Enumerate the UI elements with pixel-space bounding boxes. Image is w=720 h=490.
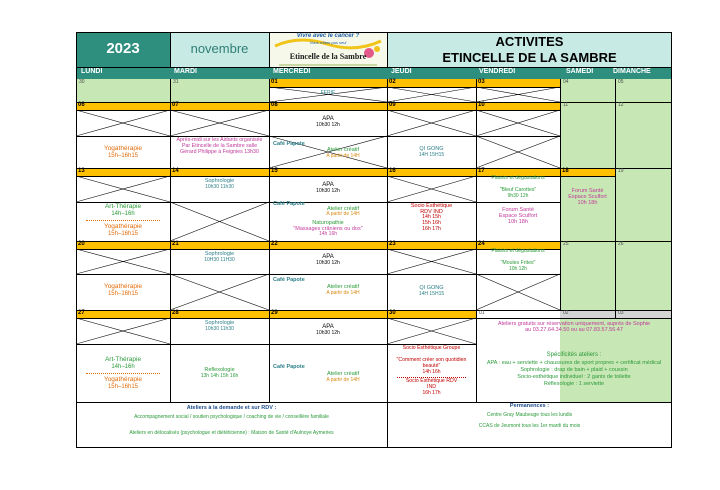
date-cell bbox=[76, 241, 170, 249]
logo-line3: Etincelle de la Sambre bbox=[289, 52, 367, 61]
yoga-time: 15h–16h15 bbox=[107, 153, 139, 159]
creatif-title: Atelier créatif bbox=[326, 284, 360, 290]
calendar bbox=[76, 32, 672, 448]
date-number: 29 bbox=[271, 310, 278, 316]
plaisirs1-time: 9h30 12h bbox=[507, 193, 529, 199]
event-art-therapie bbox=[76, 202, 170, 241]
event-aidants bbox=[170, 136, 269, 168]
plaisirs1-title: Plaisirs et dégustations bbox=[491, 175, 545, 181]
date-number: 16 bbox=[389, 168, 396, 174]
apa-time: 10h30 12h bbox=[316, 122, 340, 128]
date-number: 08 bbox=[271, 102, 278, 108]
art-title: Art-Thérapie bbox=[104, 356, 142, 363]
plaisirs2-title: Plaisirs et dégustations bbox=[491, 248, 545, 254]
forum-fri-text: Forum Santé Espace Sculfort 10h 18h bbox=[498, 207, 538, 226]
event-reflexologie bbox=[170, 344, 269, 402]
event-socio-esthetique bbox=[387, 202, 476, 241]
year: 2023 bbox=[106, 40, 140, 57]
socio-rdv: RDV IND bbox=[420, 209, 443, 215]
grid-v bbox=[615, 79, 616, 310]
date-cell bbox=[170, 79, 269, 87]
title-line2: ETINCELLE DE LA SAMBRE bbox=[442, 50, 617, 65]
footer-right-line1: Centre Gray Maubeuge tous les lundis bbox=[486, 412, 573, 418]
socio3-time: 16h 17h bbox=[422, 390, 441, 396]
event-sophrologie bbox=[170, 249, 269, 274]
grid-v bbox=[387, 32, 388, 67]
event-plaisirs-1 bbox=[476, 176, 560, 202]
date-number: 14 bbox=[172, 168, 179, 174]
event-cafe-papote bbox=[269, 274, 387, 310]
creatif-title: Atelier créatif bbox=[326, 206, 360, 212]
weekday-sun: DIMANCHE bbox=[613, 68, 651, 75]
event-plaisirs-2 bbox=[476, 249, 560, 274]
qigong-title: QI GONG bbox=[419, 146, 444, 152]
date-number: 25 bbox=[563, 241, 569, 247]
grid-v bbox=[170, 32, 171, 67]
footer-left-title: Ateliers à la demande et sur RDV : bbox=[186, 405, 277, 411]
event-yoga bbox=[76, 274, 170, 310]
creatif-time: A partir de 14H bbox=[326, 377, 360, 383]
date-number: 02 bbox=[563, 310, 569, 316]
event-ferie bbox=[269, 87, 387, 102]
logo-line1: Vivre avec le cancer ? bbox=[296, 33, 360, 39]
papote-title: Café Papote bbox=[273, 277, 305, 283]
date-number: 04 bbox=[563, 79, 569, 85]
apa-title: APA bbox=[322, 116, 334, 122]
creatif-time: A partir de 14H bbox=[326, 211, 360, 217]
title-line1: ACTIVITES bbox=[495, 34, 564, 49]
weekday-wed: MERCREDI bbox=[273, 68, 311, 75]
event-cafe-papote bbox=[269, 136, 387, 168]
event-sophrologie bbox=[170, 318, 269, 344]
creatif-time: A partir de 14H bbox=[326, 290, 360, 296]
date-number: 26 bbox=[618, 241, 624, 247]
date-cell bbox=[615, 79, 672, 87]
date-cell bbox=[387, 310, 476, 318]
date-cell bbox=[476, 310, 560, 318]
date-cell bbox=[387, 168, 476, 176]
yoga-time: 15h–16h15 bbox=[107, 384, 139, 390]
date-number: 30 bbox=[389, 310, 396, 316]
papote-title: Café Papote bbox=[273, 364, 305, 370]
yoga-title: Yogathérapie bbox=[103, 376, 143, 383]
date-cell bbox=[387, 79, 476, 87]
date-cell bbox=[387, 102, 476, 110]
qigong-title: QI GONG bbox=[419, 285, 444, 291]
date-number: 19 bbox=[618, 168, 624, 174]
date-number: 10 bbox=[478, 102, 485, 108]
footer-left-line2: Ateliers en délocalisés (psychologue et diététicienne) : Maison de Santé d'Aulnoye Aymeries bbox=[129, 430, 334, 436]
grid-h bbox=[76, 67, 672, 68]
weekday-thu: JEUDI bbox=[391, 68, 412, 75]
date-number: 15 bbox=[271, 168, 278, 174]
sophro-time: 10h30 11h30 bbox=[205, 184, 234, 190]
date-cell bbox=[269, 79, 387, 87]
yoga-time: 15h–16h15 bbox=[107, 231, 139, 237]
date-cell bbox=[170, 241, 269, 249]
event-apa bbox=[269, 110, 387, 136]
event-sophrologie bbox=[170, 176, 269, 202]
date-cell bbox=[269, 102, 387, 110]
date-cell bbox=[560, 241, 615, 249]
event-apa bbox=[269, 318, 387, 344]
date-number: 24 bbox=[478, 241, 485, 247]
date-number: 31 bbox=[173, 79, 179, 85]
footer-right-line2: CCAS de Jeumont tous les 1er mardi du mois bbox=[478, 423, 581, 429]
yoga-title: Yogathérapie bbox=[103, 223, 143, 230]
date-cell bbox=[76, 79, 170, 87]
date-cell bbox=[76, 102, 170, 110]
socio2-desc: "Comment créer son quotidien beauté" bbox=[396, 357, 467, 369]
date-number: 09 bbox=[389, 102, 396, 108]
info-panel bbox=[476, 318, 672, 402]
yoga-time: 15h–16h15 bbox=[107, 291, 139, 297]
date-cell bbox=[170, 310, 269, 318]
event-yoga bbox=[76, 136, 170, 168]
ferie-label: FERIE bbox=[320, 90, 336, 96]
date-cell bbox=[76, 168, 170, 176]
event-cafe-papote bbox=[269, 344, 387, 402]
date-cell bbox=[615, 168, 672, 176]
ateliers-info: Ateliers gratuits sur réservation uniquement, auprès de Sophie au 03.27.64.34.50 ou au 07.83.57.56.47 bbox=[497, 321, 651, 334]
date-cell bbox=[269, 241, 387, 249]
date-number: 12 bbox=[618, 102, 624, 108]
papote-title: Café Papote bbox=[273, 141, 305, 147]
date-number: 02 bbox=[389, 79, 396, 85]
date-number: 22 bbox=[271, 241, 278, 247]
socio2-title: Socio Esthétique Groupe bbox=[402, 345, 461, 351]
date-cell bbox=[560, 168, 615, 176]
weekday-tue: MARDI bbox=[174, 68, 197, 75]
date-number: 28 bbox=[172, 310, 179, 316]
date-cell bbox=[76, 310, 170, 318]
event-art-therapie bbox=[76, 344, 170, 402]
event-apa bbox=[269, 249, 387, 274]
date-number: 01 bbox=[479, 310, 485, 316]
spec-title: Spécificités ateliers : bbox=[546, 352, 602, 358]
sophro-time: 10H30 11H30 bbox=[204, 257, 235, 263]
qigong-time: 14H 15H15 bbox=[418, 152, 445, 158]
reflexo-time: 13h 14h 15h 16h bbox=[200, 373, 239, 379]
plaisirs2-time: 10h 12h bbox=[508, 266, 528, 272]
plaisirs1-desc: "Bleuf Carottes" bbox=[499, 187, 537, 193]
date-number: 20 bbox=[78, 241, 85, 247]
date-number: 11 bbox=[563, 102, 569, 108]
date-number: 05 bbox=[618, 79, 624, 85]
date-cell bbox=[269, 168, 387, 176]
papote-title: Café Papote bbox=[273, 201, 305, 207]
socio-times: 14h 15h 15h 16h 16h 17h bbox=[422, 214, 441, 232]
apa-time: 10h30 12h bbox=[316, 260, 340, 266]
date-cell bbox=[476, 79, 560, 87]
date-cell bbox=[387, 241, 476, 249]
date-cell bbox=[560, 102, 615, 110]
yoga-title: Yogathérapie bbox=[103, 145, 143, 152]
event-qigong bbox=[387, 136, 476, 168]
weekday-mon: LUNDI bbox=[81, 68, 103, 75]
plaisirs2-desc: "Moules Frites" bbox=[500, 260, 536, 266]
qigong-time: 14H 15H15 bbox=[418, 291, 445, 297]
date-number: 01 bbox=[271, 79, 278, 85]
apa-time: 10h30 12h bbox=[316, 330, 340, 336]
grid-v bbox=[269, 32, 270, 67]
date-number: 07 bbox=[172, 102, 179, 108]
spec-body: APA : eau + serviette + chaussures de sport propres + certificat médical Sophrologie : drap de bain + plaid + coussin Socio-esthétique individuel : 2 gants de toilette Réflexologie : 1 serviette bbox=[486, 360, 662, 387]
footer-right bbox=[387, 402, 672, 448]
event-forum-sat bbox=[560, 176, 615, 241]
event-forum-fri bbox=[476, 202, 560, 241]
date-cell bbox=[170, 168, 269, 176]
naturo-time: 14h 16h bbox=[318, 231, 338, 237]
logo-line2: Vous n'êtes pas seul bbox=[309, 40, 347, 45]
forum-sat-text: Forum Santé Espace Sculfort 10h 18h bbox=[568, 188, 607, 207]
sophro-title: Sophrologie bbox=[204, 178, 235, 184]
date-cell bbox=[269, 310, 387, 318]
month: novembre bbox=[190, 41, 249, 56]
naturo-desc: "Massages crâniens ou dos" bbox=[293, 226, 363, 232]
art-title: Art-Thérapie bbox=[104, 203, 142, 210]
event-apa bbox=[269, 176, 387, 202]
date-cell bbox=[170, 102, 269, 110]
naturo-title: Naturopathie bbox=[312, 220, 344, 226]
aidants-text: Après-midi sur les Aidants organisée Par Etincelle de la Sambre salle Gérard Philippe à Feignies 13h30 bbox=[176, 137, 263, 155]
date-number: 03 bbox=[618, 310, 624, 316]
socio-title: Socio Esthétique bbox=[410, 203, 453, 209]
weekday-fri: VENDREDI bbox=[479, 68, 516, 75]
date-number: 23 bbox=[389, 241, 396, 247]
apa-title: APA bbox=[322, 324, 334, 330]
footer-left bbox=[76, 402, 387, 448]
date-number: 17 bbox=[478, 168, 485, 174]
date-cell bbox=[560, 79, 615, 87]
separator-line bbox=[86, 220, 160, 221]
socio2-time: 14h 16h bbox=[422, 369, 441, 375]
date-number: 30 bbox=[79, 79, 85, 85]
art-time: 14h–16h bbox=[111, 364, 135, 370]
date-cell bbox=[615, 102, 672, 110]
event-socio-groupe bbox=[387, 344, 476, 402]
sophro-title: Sophrologie bbox=[204, 251, 235, 257]
date-number: 06 bbox=[78, 102, 85, 108]
sophro-time: 10h30 11h30 bbox=[205, 326, 234, 332]
date-number: 21 bbox=[172, 241, 179, 247]
date-cell bbox=[615, 310, 672, 318]
separator-line bbox=[86, 373, 160, 374]
creatif-title: Atelier créatif bbox=[326, 371, 360, 377]
art-time: 14h–16h bbox=[111, 211, 135, 217]
event-papote-naturo bbox=[269, 202, 387, 241]
date-cell bbox=[476, 102, 560, 110]
footer-right-title: Permanences : bbox=[509, 403, 550, 409]
apa-title: APA bbox=[322, 254, 334, 260]
date-number: 03 bbox=[478, 79, 485, 85]
reflexo-title: Reflexologie bbox=[204, 367, 235, 373]
socio3-title: Socio Esthétique RDV IND bbox=[405, 378, 458, 390]
sophro-title: Sophrologie bbox=[204, 320, 235, 326]
creatif-time: A partir de 14H bbox=[326, 153, 360, 159]
date-number: 18 bbox=[562, 168, 569, 174]
date-cell bbox=[560, 310, 615, 318]
date-number: 27 bbox=[78, 310, 85, 316]
date-cell bbox=[615, 241, 672, 249]
event-qigong bbox=[387, 274, 476, 310]
yoga-title: Yogathérapie bbox=[103, 283, 143, 290]
creatif-title: Atelier créatif bbox=[326, 147, 360, 153]
footer-left-line1: Accompagnement social / soutien psychologique / coaching de vie / conseillère familiale bbox=[134, 414, 329, 420]
apa-time: 10h30 12h bbox=[316, 188, 340, 194]
weekday-sat: SAMEDI bbox=[566, 68, 594, 75]
apa-title: APA bbox=[322, 182, 334, 188]
date-number: 13 bbox=[78, 168, 85, 174]
